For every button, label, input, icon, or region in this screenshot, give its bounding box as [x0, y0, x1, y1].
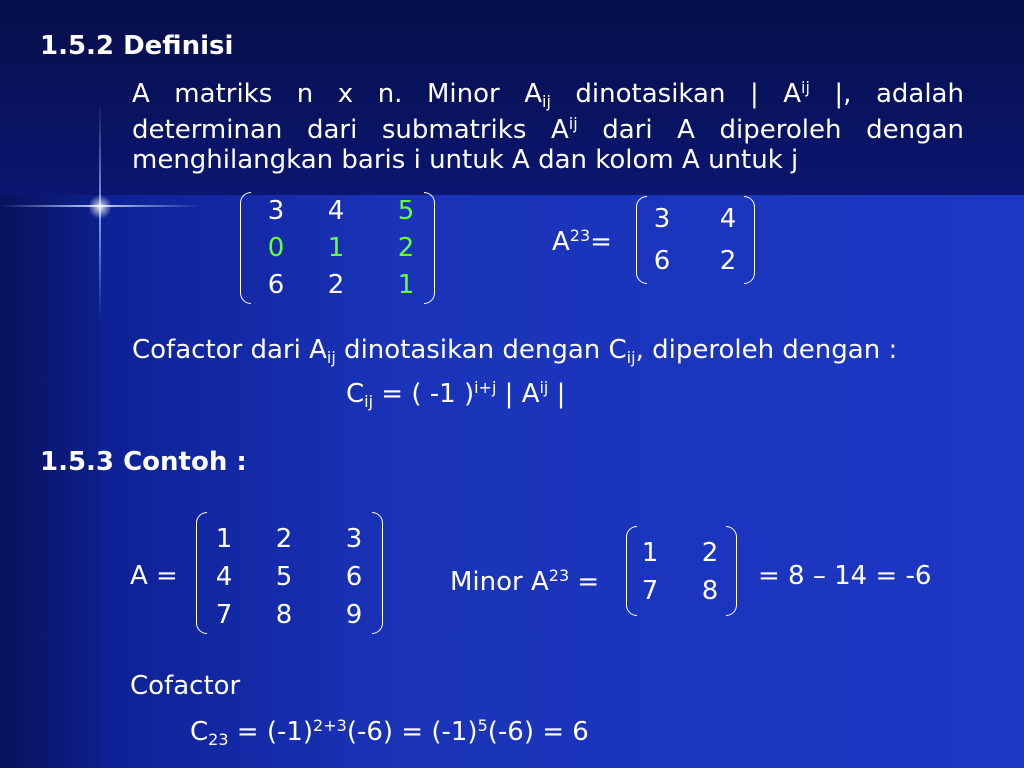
cofactor-calculation: $C_{23} = (-1)^{2+3}(-6) = (-1)^5(-6) = 6$: [190, 716, 589, 749]
matrix-cell-highlighted: 1: [327, 233, 345, 263]
matrix1-right-bracket: [424, 192, 435, 304]
matrix-cell: 4: [719, 204, 737, 234]
matrix2-left-bracket: [636, 196, 647, 284]
matrix-cell-highlighted: 1: [397, 270, 415, 300]
minor-matrix-right-bracket: [726, 526, 737, 616]
matrix-cell: 3: [653, 204, 671, 234]
matrix-a-left-bracket: [196, 512, 207, 634]
matrix2-right-bracket: [744, 196, 755, 284]
matrix1-left-bracket: [240, 192, 251, 304]
cofactor-formula: $C_{ij}$ = ( -1 )$^{i+j}$ | $A^{ij}$ |: [346, 378, 566, 411]
matrix-cell: 3: [267, 196, 285, 226]
matrix-cell: 2: [719, 246, 737, 276]
matrix-cell: 3: [345, 524, 363, 554]
definition-line-2: determinan dari submatriks $A^{ij}$ dari A diperoleh dengan: [132, 114, 964, 145]
matrix-cell: 8: [275, 600, 293, 630]
left-background: [0, 195, 100, 768]
matrix-cell: 5: [275, 562, 293, 592]
matrix-cell: 6: [653, 246, 671, 276]
cofactor-definition: Cofactor dari $A_{ij}$ dinotasikan dengan $C_{ij}$, diperoleh dengan :: [132, 335, 898, 367]
definition-line-3: menghilangkan baris i untuk A dan kolom A untuk j: [132, 145, 799, 175]
matrix-cell-highlighted: 2: [397, 233, 415, 263]
matrix-cell: 7: [215, 600, 233, 630]
minor-a23-example-label: Minor $A^{23}$ =: [450, 566, 600, 597]
matrix-cell-highlighted: 5: [397, 196, 415, 226]
section-heading-contoh: 1.5.3 Contoh :: [40, 447, 247, 477]
matrix-cell: 2: [701, 538, 719, 568]
cofactor-label: Cofactor: [130, 671, 241, 701]
minor-result: = 8 – 14 = -6: [758, 561, 932, 591]
matrix-a-right-bracket: [372, 512, 383, 634]
minor-a23-label: $A^{23}=$: [552, 226, 612, 257]
matrix-cell: 8: [701, 576, 719, 606]
matrix-cell: 1: [641, 538, 659, 568]
matrix-cell-highlighted: 0: [267, 233, 285, 263]
matrix-cell: 6: [345, 562, 363, 592]
matrix-cell: 2: [275, 524, 293, 554]
matrix-cell: 9: [345, 600, 363, 630]
matrix-cell: 1: [215, 524, 233, 554]
matrix-cell: 7: [641, 576, 659, 606]
matrix-cell: 6: [267, 270, 285, 300]
matrix-cell: 2: [327, 270, 345, 300]
matrix-cell: 4: [215, 562, 233, 592]
section-heading-definisi: 1.5.2 Definisi: [40, 31, 234, 61]
definition-line-1: A matriks n x n. Minor $A_{ij}$ dinotasikan | $A^{ij}$ |, adalah: [132, 78, 964, 111]
decorative-star-glow: [88, 195, 112, 219]
matrix-a-label: A =: [130, 561, 178, 591]
matrix-cell: 4: [327, 196, 345, 226]
